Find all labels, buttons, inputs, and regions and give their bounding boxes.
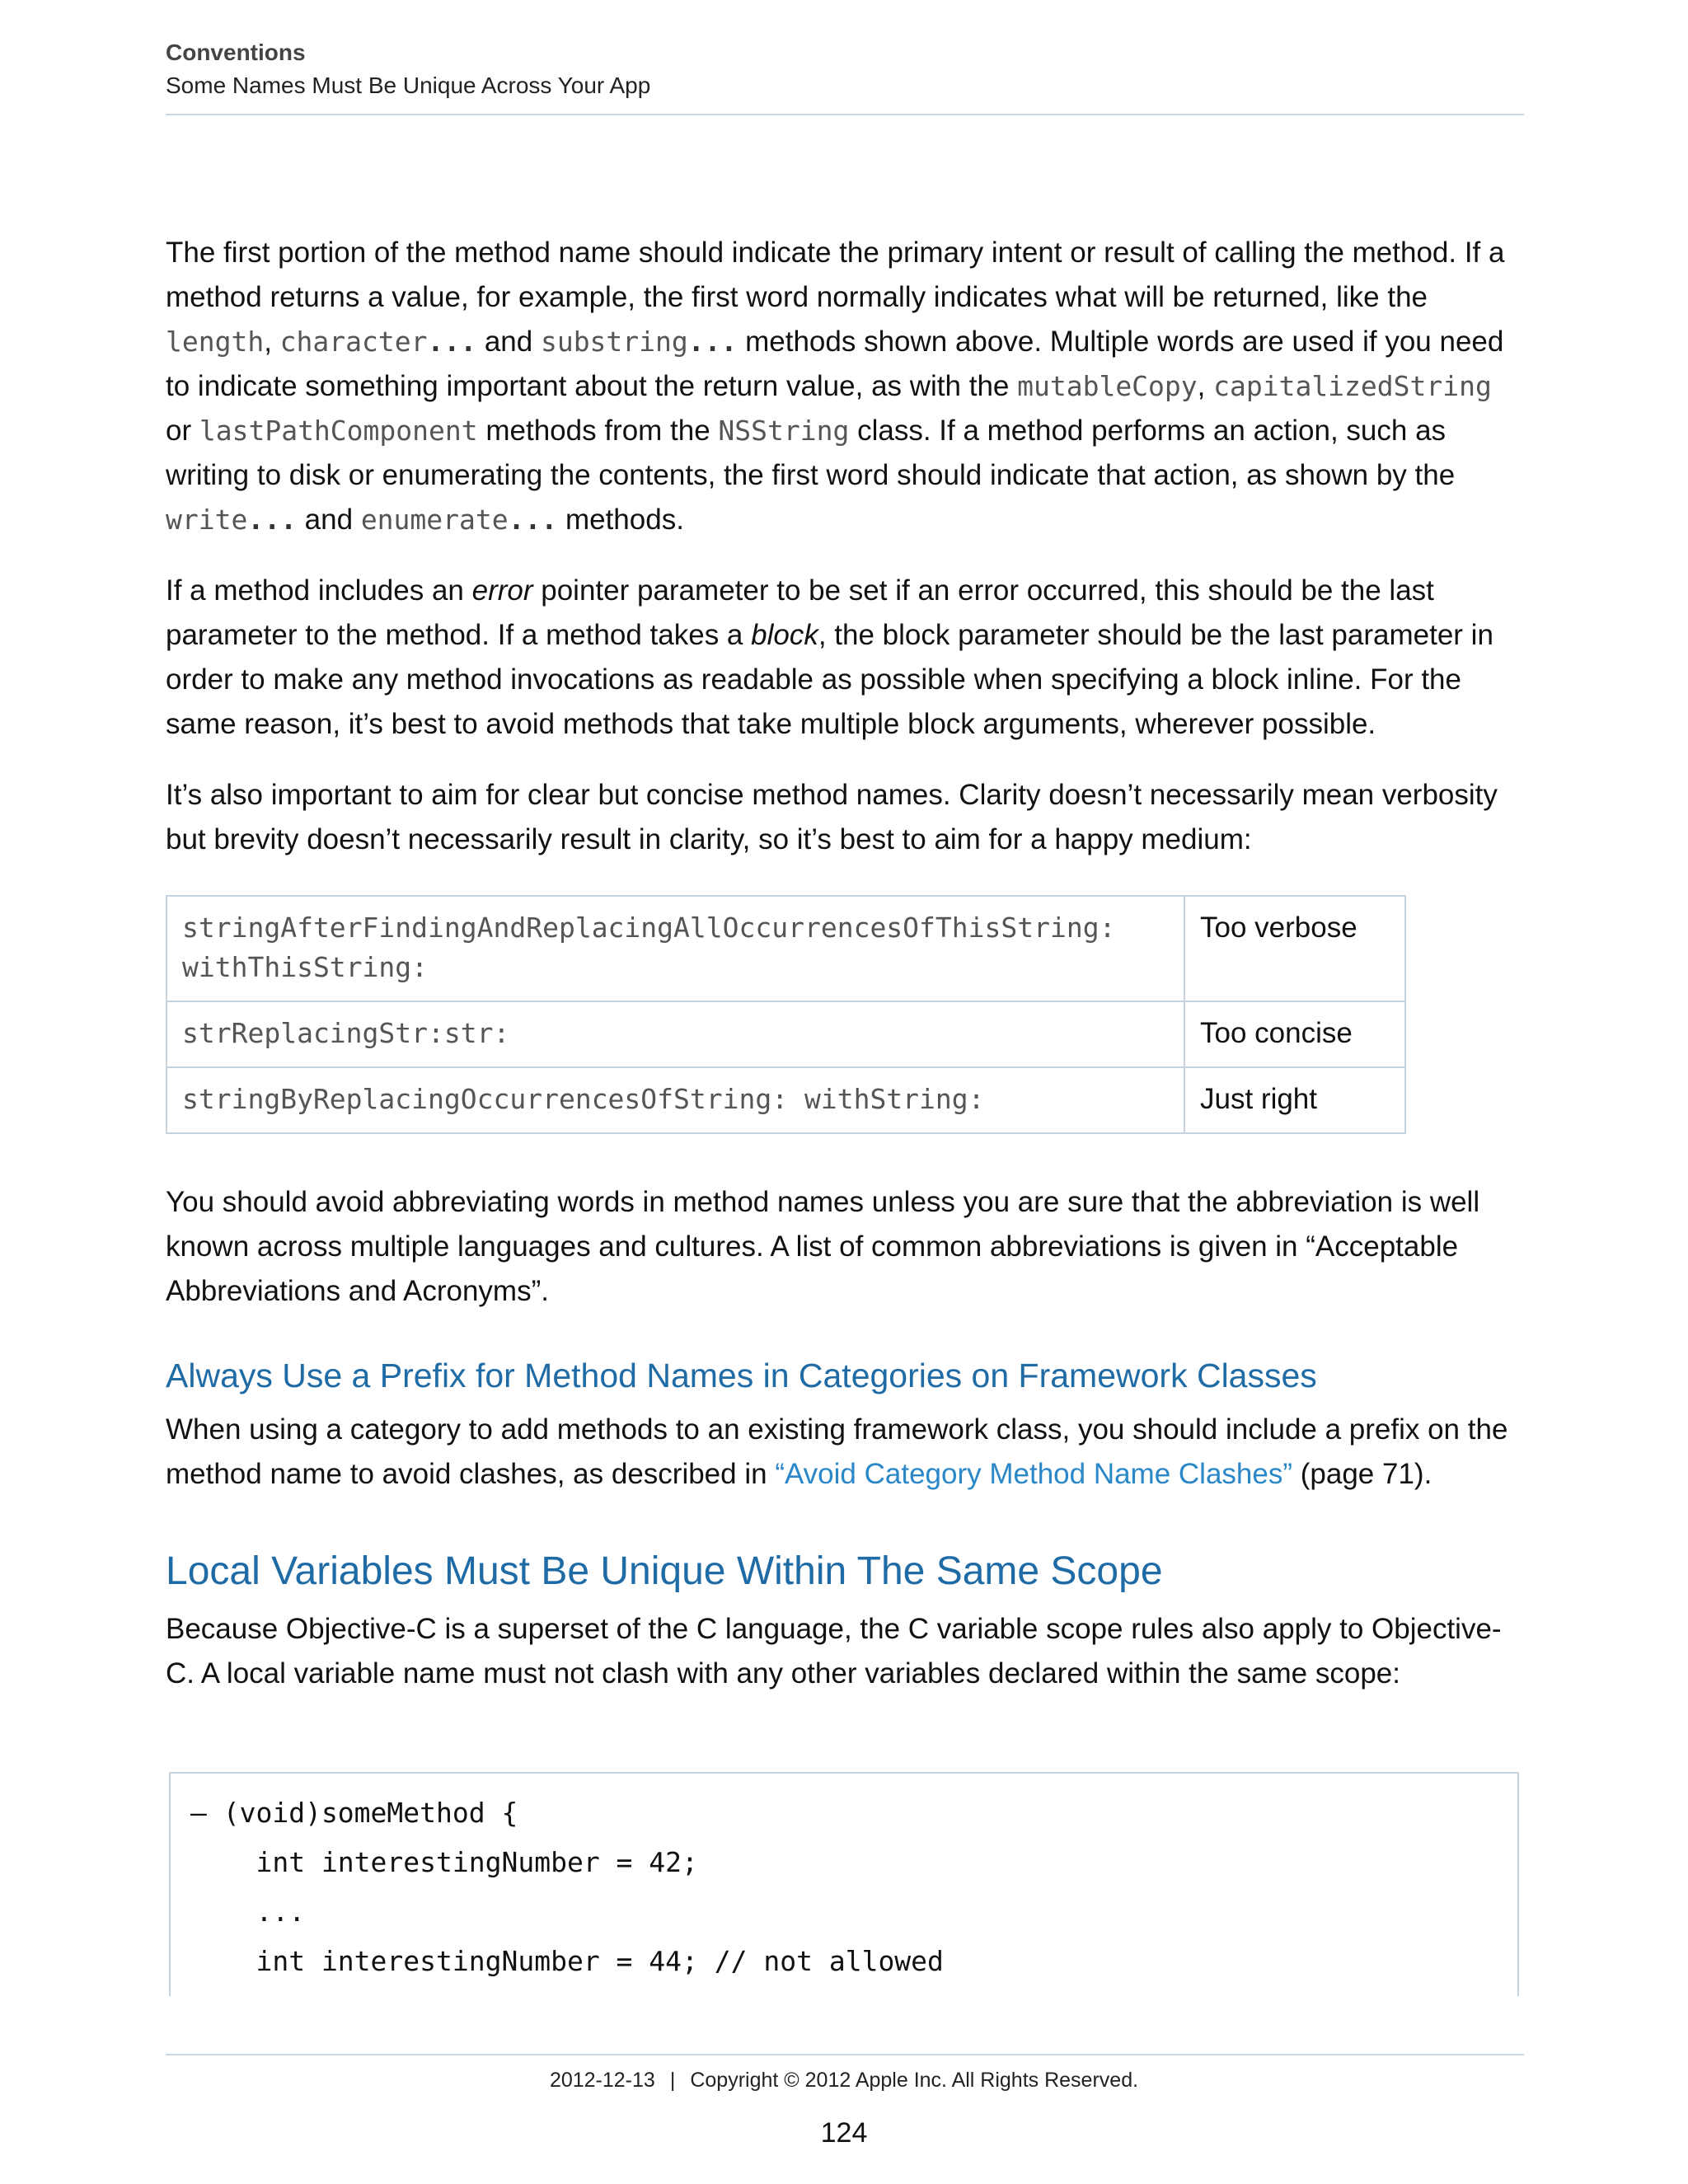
section-title: Some Names Must Be Unique Across Your App: [166, 73, 651, 98]
header-divider: [166, 114, 1524, 115]
table-row: [166, 896, 1405, 1001]
page-number: 124: [820, 2117, 868, 2149]
code-character: character: [279, 326, 428, 358]
paragraph-category-prefix: When using a category to add methods to an existing framework class, you should include a prefix on the method name to avoid clashes, as described in “Avoid Category Method Name Clashes” (page 71).: [166, 1413, 1508, 1490]
page-footer: [0, 2065, 1688, 2095]
code-line: int interestingNumber = 44; // not allowed: [190, 1945, 944, 1977]
code-length: length: [166, 326, 265, 358]
term-error: error: [471, 574, 533, 607]
code-line: int interestingNumber = 42;: [190, 1846, 698, 1878]
code-line: ...: [190, 1896, 306, 1928]
code-lastpathcomponent: lastPathComponent: [199, 415, 478, 447]
verdict-cell: Just right: [1184, 1067, 1405, 1133]
method-name-cell: strReplacingStr:str:: [166, 1001, 1184, 1067]
table-row: [166, 1001, 1405, 1067]
footer-separator: |: [669, 2069, 676, 2092]
chapter-title: Conventions: [166, 40, 306, 65]
code-enumerate: enumerate: [360, 504, 509, 536]
code-mutablecopy: mutableCopy: [1017, 370, 1198, 402]
code-substring: substring: [540, 326, 688, 358]
code-nsstring: NSString: [718, 415, 850, 447]
footer-divider: [166, 2054, 1524, 2055]
paragraph-error-block-params: If a method includes an error pointer parameter to be set if an error occurred, this should be the last parameter to the method. If a method takes a block, the block parameter should be the last parameter in order to make any method invocations as readable as possible when specifying a block inline. For the same reason, it’s best to avoid methods that take multiple block arguments, wherever possible.: [166, 574, 1493, 740]
code-write: write: [166, 504, 248, 536]
term-block: block: [751, 619, 818, 651]
footer-copyright: Copyright © 2012 Apple Inc. All Rights Reserved.: [690, 2069, 1139, 2092]
verdict-cell: Too concise: [1184, 1001, 1405, 1067]
section-heading: Local Variables Must Be Unique Within The Same Scope: [166, 1549, 1163, 1593]
code-line: – (void)someMethod {: [190, 1797, 518, 1829]
subsection-heading: Always Use a Prefix for Method Names in Categories on Framework Classes: [166, 1357, 1317, 1394]
table-row: [166, 1067, 1405, 1133]
link-avoid-category-clashes[interactable]: “Avoid Category Method Name Clashes”: [775, 1458, 1293, 1490]
paragraph-clarity: It’s also important to aim for clear but concise method names. Clarity doesn’t necessarily mean verbosity but brevity doesn’t necessarily result in clarity, so it’s best to aim for a happy medium:: [166, 779, 1498, 855]
code-capitalizedstring: capitalizedString: [1213, 370, 1492, 402]
code-listing: [169, 1772, 1519, 1996]
running-header: [166, 36, 1524, 102]
method-name-cell: stringByReplacingOccurrencesOfString: withString:: [166, 1067, 1184, 1133]
footer-date: 2012-12-13: [549, 2069, 655, 2092]
paragraph-local-variables: Because Objective-C is a superset of the C language, the C variable scope rules also apply to Objective-C. A local variable name must not clash with any other variables declared within the same scope:: [166, 1613, 1502, 1690]
method-name-cell: stringAfterFindingAndReplacingAllOccurrencesOfThisString: withThisString:: [166, 896, 1184, 1001]
method-name-examples-table: [166, 895, 1406, 1134]
paragraph-abbreviations: You should avoid abbreviating words in method names unless you are sure that the abbreviation is well known across multiple languages and cultures. A list of common abbreviations is given in “Acceptable Abbreviations and Acronyms”.: [166, 1186, 1480, 1307]
paragraph-method-name-intent: The first portion of the method name should indicate the primary intent or result of calling the method. If a method returns a value, for example, the first word normally indicates what will be returned, like the length, character... and substring... methods shown above. Multiple words are used if you need to indicate something important about the return value, as with the mutableCopy, capitalizedString or lastPathComponent methods from the NSString class. If a method performs an action, such as writing to disk or enumerating the contents, the first word should indicate that action, as shown by the write... and enumerate... methods.: [166, 237, 1505, 536]
verdict-cell: Too verbose: [1184, 896, 1405, 1001]
main-content: [166, 231, 1524, 1722]
